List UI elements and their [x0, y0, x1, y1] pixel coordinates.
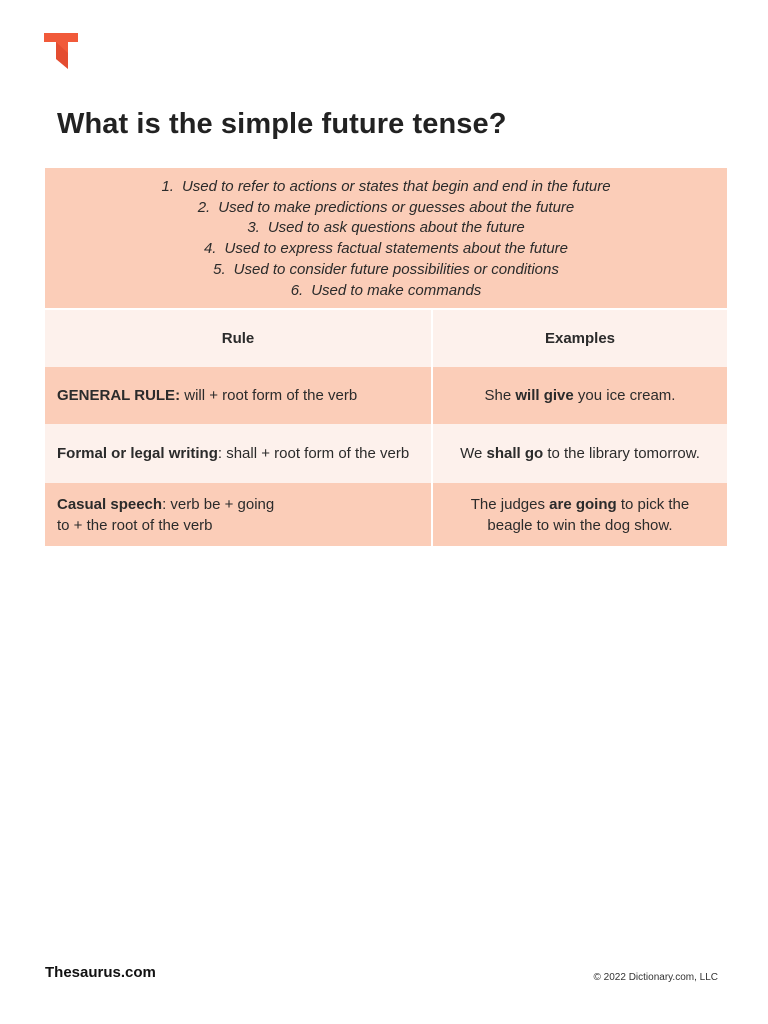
example-text: The judges: [470, 495, 550, 513]
example-text: She: [484, 387, 516, 404]
uses-item-number: 4.: [203, 240, 217, 258]
example-text: to pick the: [616, 495, 690, 513]
column-header-rule: Rule: [45, 310, 432, 367]
rule-label: Casual speech: [57, 495, 163, 513]
rule-cell: [45, 367, 432, 424]
table-header-row: [45, 310, 727, 367]
rules-table: [45, 310, 727, 546]
rule-cell: [45, 424, 432, 483]
uses-item-number: 1.: [161, 178, 174, 195]
uses-item-text: Used to make commands: [311, 281, 482, 299]
example-text: We: [460, 445, 487, 462]
rule-label: GENERAL RULE:: [57, 387, 181, 404]
uses-item: [45, 281, 727, 302]
uses-list: [45, 177, 727, 301]
rule-cell: [45, 483, 432, 546]
example-text: you ice cream.: [573, 387, 676, 404]
uses-item-number: 5.: [213, 260, 226, 278]
example-text: to the library tomorrow.: [543, 445, 700, 462]
thesaurus-logo-icon: [44, 33, 78, 69]
uses-item-text: Used to make predictions or guesses about the future: [218, 198, 575, 216]
uses-item: [45, 239, 727, 260]
table-row: [45, 424, 727, 483]
uses-item-text: Used to express factual statements about the future: [224, 240, 569, 258]
rule-text: : verb be + going: [162, 495, 275, 513]
rule-text: : shall + root form of the verb: [217, 445, 410, 462]
table-row: [45, 483, 727, 546]
footer-copyright: © 2022 Dictionary.com, LLC: [593, 972, 718, 983]
example-cell: [432, 483, 727, 546]
table-row: [45, 367, 727, 424]
page-title: What is the simple future tense?: [57, 108, 507, 140]
uses-item: [45, 198, 727, 219]
uses-item-text: Used to ask questions about the future: [267, 219, 525, 237]
example-highlight: are going: [549, 495, 617, 513]
uses-item-number: 3.: [247, 219, 260, 237]
example-highlight: shall go: [486, 445, 544, 462]
example-text: beagle to win the dog show.: [487, 516, 673, 534]
uses-item: [45, 260, 727, 281]
rule-text: to + the root of the verb: [57, 516, 213, 534]
uses-item-number: 2.: [197, 198, 211, 216]
uses-item-text: Used to refer to actions or states that begin and end in the future: [181, 178, 611, 195]
example-highlight: will give: [515, 387, 574, 404]
uses-item: [45, 177, 727, 198]
uses-item-number: 6.: [290, 281, 304, 299]
column-header-examples: Examples: [432, 310, 727, 367]
footer-brand: Thesaurus.com: [45, 964, 156, 981]
example-cell: [432, 367, 727, 424]
uses-box: [45, 168, 727, 308]
rule-text: will + root form of the verb: [180, 387, 358, 404]
uses-item: [45, 218, 727, 239]
rule-label: Formal or legal writing: [57, 445, 218, 462]
uses-item-text: Used to consider future possibilities or conditions: [233, 260, 559, 278]
example-cell: [432, 424, 727, 483]
